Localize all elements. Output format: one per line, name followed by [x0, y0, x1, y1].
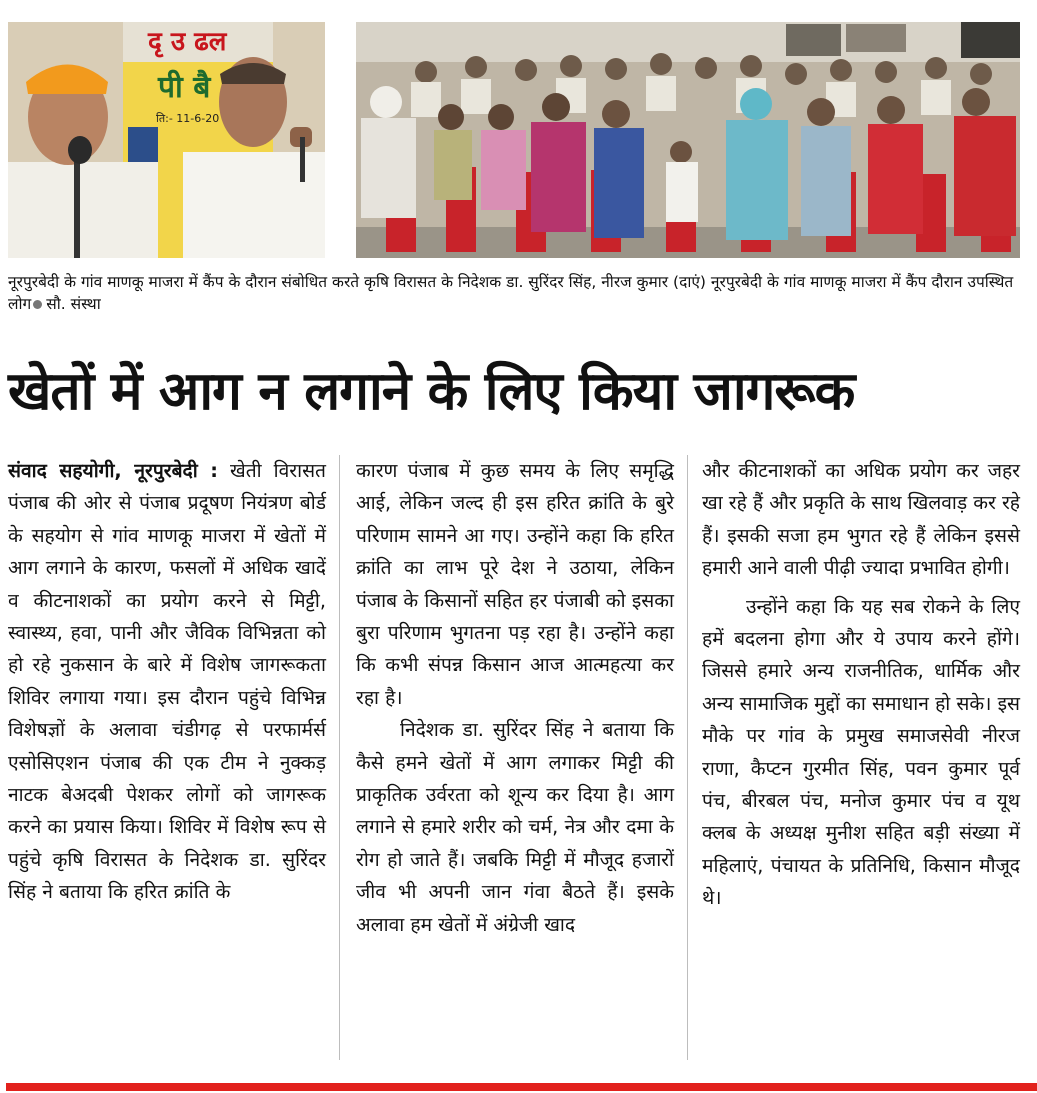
photo-caption [8, 271, 1020, 315]
column-divider [687, 455, 688, 1060]
speakers-photo [8, 22, 325, 258]
article-column-3 [702, 455, 1020, 915]
article-column-2 [356, 455, 674, 941]
article-paragraph: कारण पंजाब में कुछ समय के लिए समृद्धि आई, लेकिन जल्द ही इस हरित क्रांति के बुरे परिणाम सामने आ गए। उन्होंने कहा कि हरित क्रांति का लाभ पूरे देश ने उठाया, लेकिन पंजाब के किसानों सहित हर पंजाबी को इसका बुरा परिणाम भुगतना पड़ रहा है। उन्होंने कहा कि कभी संपन्न किसान आज आत्महत्या कर रहा है। [356, 459, 674, 709]
article-text: खेती विरासत पंजाब की ओर से पंजाब प्रदूषण नियंत्रण बोर्ड के सहयोग से गांव माणकू माजरा में खेतों में आग लगाने के कारण, फसलों में अधिक खादें व कीटनाशकों का प्रयोग करने से मिट्टी, स्वास्थ्य, हवा, पानी और जैविक विभिन्नता को हो रहे नुकसान के बारे में विशेष जागरूकता शिविर लगाया गया। इस दौरान पहुंचे विभिन्न विशेषज्ञों के अलावा चंडीगढ़ से परफार्मर्स एसोसिएशन पंजाब की एक टीम ने नुक्कड़ नाटक बेअदबी पेशकर लोगों को जागरूक करने का प्रयास किया। शिविर में विशेष रूप से पहुंचे कृषि विरासत के निदेशक डा. सुरिंदर सिंह ने बताया कि हरित क्रांति के [8, 459, 326, 904]
audience-photo [356, 22, 1020, 258]
banner-text-2: पी बै [158, 70, 211, 105]
banner-date: ति:- 11-6-20 [156, 112, 220, 125]
article-column-1 [8, 455, 326, 909]
bottom-accent-bar [6, 1083, 1037, 1091]
article-paragraph: निदेशक डा. सुरिंदर सिंह ने बताया कि कैसे हमने खेतों में आग लगाकर मिट्टी की प्राकृतिक उर्वरता को शून्य कर दिया है। आग लगाने से हमारे शरीर को चर्म, नेत्र और दमा के रोग हो जाते हैं। जबकि मिट्टी में मौजूद हजारों जीव भी अपनी जान गंवा बैठते हैं। इसके अलावा हम खेतों में अंग्रेजी खाद [356, 718, 674, 936]
article-paragraph: उन्होंने कहा कि यह सब रोकने के लिए हमें बदलना होगा और ये उपाय करने होंगे। जिससे हमारे अन्य राजनीतिक, धार्मिक और अन्य सामाजिक मुद्दों का समाधान हो सके। इस मौके पर गांव के प्रमुख समाजसेवी नीरज राणा, कैप्टन गुरमीत सिंह, पवन कुमार पूर्व पंच, बीरबल पंच, मनोज कुमार पंच व यूथ क्लब के अध्यक्ष मुनीश सहित बड़ी संख्या में महिलाएं, पंचायत के प्रतिनिधि, किसान मौजूद थे। [702, 594, 1021, 910]
article-paragraph: और कीटनाशकों का अधिक प्रयोग कर जहर खा रहे हैं और प्रकृति के साथ खिलवाड़ कर रहे हैं। इसकी सजा हम भुगत रहे हैं लेकिन इससे हमारी आने वाली पीढ़ी ज्यादा प्रभावित होगी। [702, 459, 1020, 580]
photo-credit: सौ. संस्था [46, 295, 101, 313]
column-divider [339, 455, 340, 1060]
article-paragraph [8, 455, 326, 909]
caption-text: नूरपुरबेदी के गांव माणकू माजरा में कैंप के दौरान संबोधित करते कृषि विरासत के निदेशक डा. सुरिंदर सिंह, नीरज कुमार (दाएं) नूरपुरबेदी के गांव माणकू माजरा में कैंप दौरान उपस्थित लोग [8, 273, 1014, 313]
article-headline: खेतों में आग न लगाने के लिए किया जागरूक [8, 361, 855, 422]
credit-dot-icon [33, 300, 42, 309]
dateline: संवाद सहयोगी, नूरपुरबेदी : [8, 459, 218, 482]
banner-text-1: दृ उ ढल [148, 27, 227, 57]
